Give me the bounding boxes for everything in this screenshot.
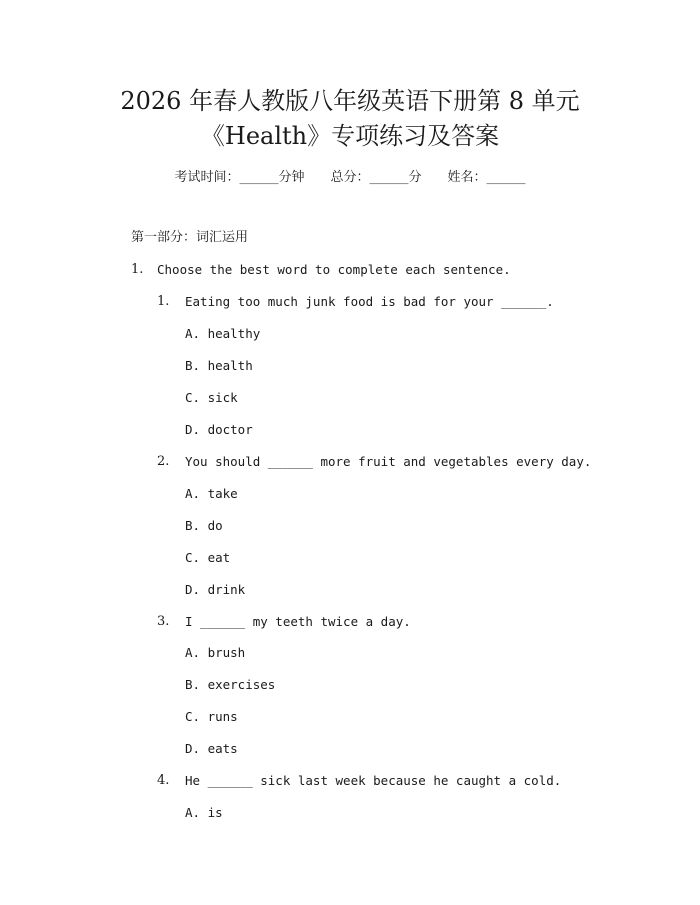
question-group-instruction: Choose the best word to complete each sentence. bbox=[157, 262, 511, 277]
answer-option: C. eat bbox=[185, 550, 231, 565]
document-title-line-1: 2026 年春人教版八年级英语下册第 8 单元 bbox=[120, 87, 580, 115]
question-number: 4. bbox=[157, 773, 170, 788]
question-group-number: 1. bbox=[131, 262, 144, 277]
answer-option: A. take bbox=[185, 486, 238, 501]
question-number: 1. bbox=[157, 294, 170, 309]
answer-option: D. doctor bbox=[185, 422, 253, 437]
answer-option: D. eats bbox=[185, 741, 238, 756]
answer-option: C. runs bbox=[185, 709, 238, 724]
student-name-label: 姓名：______ bbox=[447, 170, 526, 185]
question-text: He ______ sick last week because he caught a cold. bbox=[185, 773, 562, 788]
answer-option: D. drink bbox=[185, 582, 246, 597]
question-text: I ______ my teeth twice a day. bbox=[185, 614, 411, 629]
section-title: 第一部分：词汇运用 bbox=[131, 230, 249, 245]
answer-option: A. is bbox=[185, 805, 223, 820]
answer-option: C. sick bbox=[185, 390, 238, 405]
document-title-line-2: 《Health》专项练习及答案 bbox=[200, 122, 500, 150]
answer-option: A. brush bbox=[185, 645, 246, 660]
exam-time-label: 考试时间：______分钟 bbox=[174, 170, 305, 185]
question-text: Eating too much junk food is bad for your ______. bbox=[185, 294, 554, 309]
question-number: 3. bbox=[157, 614, 170, 629]
answer-option: B. do bbox=[185, 518, 223, 533]
exam-meta bbox=[0, 168, 700, 188]
answer-option: B. health bbox=[185, 358, 253, 373]
question-number: 2. bbox=[157, 454, 170, 469]
answer-option: A. healthy bbox=[185, 326, 261, 341]
total-score-label: 总分：______分 bbox=[330, 170, 422, 185]
answer-option: B. exercises bbox=[185, 677, 276, 692]
question-text: You should ______ more fruit and vegetables every day. bbox=[185, 454, 592, 469]
